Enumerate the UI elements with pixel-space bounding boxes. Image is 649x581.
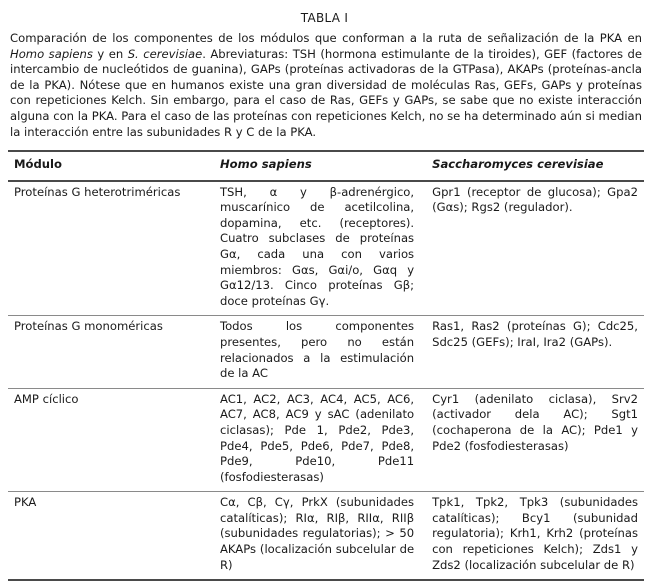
cell-human: AC1, AC2, AC3, AC4, AC5, AC6, AC7, AC8, AC9 y sAC (adenilato ciclasas); Pde 1, Pde2, Pde3, Pde4, Pde5, Pde6, Pde7, Pde8, Pde9, Pde10, Pde11 (fosfodiesterasas) — [214, 388, 426, 492]
table-title: TABLA I — [300, 11, 349, 25]
cell-human: TSH, α y β-adrenérgico, muscarínico de acetilcolina, dopamina, etc. (receptores). Cuatro subclases de proteínas Gα, cada una con varios miembros: Gαs, Gαi/o, Gαq y Gα12/13. Cinco proteínas Gβ; doce proteínas Gγ. — [214, 181, 426, 316]
table-row — [8, 388, 644, 492]
cell-module: Proteínas G heterotriméricas — [8, 181, 214, 316]
cell-module: Proteínas G monoméricas — [8, 316, 214, 388]
caption-species-yeast: S. cerevisiae — [127, 46, 203, 61]
caption-text-2: y en — [92, 46, 128, 61]
header-homo-sapiens: Homo sapiens — [214, 151, 426, 181]
cell-yeast: Gpr1 (receptor de glucosa); Gpa2 (Gαs); Rgs2 (regulador). — [426, 181, 644, 316]
cell-module: PKA — [8, 492, 214, 580]
cell-human: Cα, Cβ, Cγ, PrkX (subunidades catalíticas); RIα, RIβ, RIIα, RIIβ (subunidades regulatorias); > 50 AKAPs (localización subcelular de R) — [214, 492, 426, 580]
header-module: Módulo — [8, 151, 214, 181]
cell-yeast: Cyr1 (adenilato ciclasa), Srv2 (activador dela AC); Sgt1 (cochaperona de la AC); Pde1 y Pde2 (fosfodiesterasas) — [426, 388, 644, 492]
table-row — [8, 492, 644, 580]
comparison-table — [8, 150, 644, 581]
table-header-row — [8, 151, 644, 181]
caption-text-1: Comparación de los componentes de los módulos que conforman a la ruta de señalización de la PKA en — [10, 31, 642, 45]
caption-species-human: Homo sapiens — [10, 46, 93, 61]
header-saccharomyces: Saccharomyces cerevisiae — [426, 151, 644, 181]
cell-yeast: Tpk1, Tpk2, Tpk3 (subunidades catalíticas); Bcy1 (subunidad regulatoria); Krh1, Krh2 (proteínas con repeticiones Kelch); Zds1 y Zds2 (localización subcelular de R) — [426, 492, 644, 580]
table-row — [8, 316, 644, 388]
table-row — [8, 181, 644, 316]
cell-human: Todos los componentes presentes, pero no están relacionados a la estimulación de la AC — [214, 316, 426, 388]
caption-text-3: . Abreviaturas: TSH (hormona estimulante de la tiroides), GEF (factores de intercambio de nucleótidos de guanina), GAPs (proteínas activadoras de la GTPasa), AKAPs (proteínas-ancla de la PKA). Nótese que en humanos existe una gran diversidad de moléculas Ras, GEFs, GAPs y proteínas con repeticiones Kelch. Sin embargo, para el caso de Ras, GEFs y GAPs, se sabe que no existe interacción alguna con la PKA. Para el caso de las proteínas con repeticiones Kelch, no se ha determinado aún si median la interacción entre las subunidades R y C de la PKA. — [10, 46, 642, 139]
table-caption — [10, 31, 642, 140]
cell-module: AMP cíclico — [8, 388, 214, 492]
cell-yeast: Ras1, Ras2 (proteínas G); Cdc25, Sdc25 (GEFs); IraI, Ira2 (GAPs). — [426, 316, 644, 388]
